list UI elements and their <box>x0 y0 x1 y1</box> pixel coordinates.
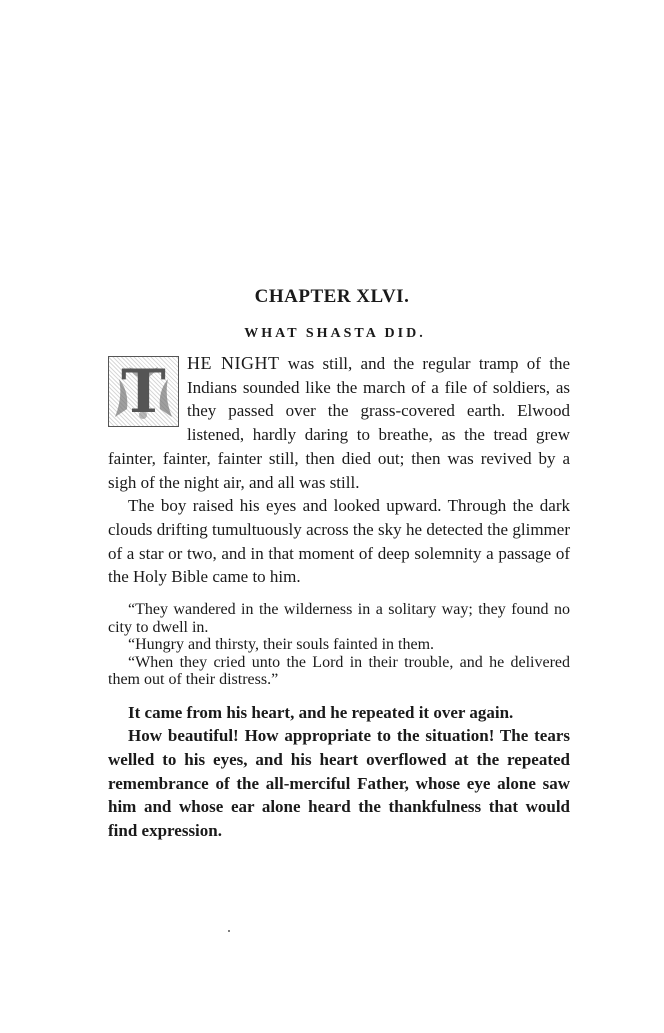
drop-cap-ornament <box>108 356 179 427</box>
quote-verse-2: “Hungry and thirsty, their souls fainted in them. <box>128 636 435 654</box>
paragraph: How beautiful! How appropriate to the situation! The tears welled to his eyes, and his heart overflowed at the repeated remembrance of the all-merciful Father, whose eye alone saw him and whose ear alone heard the thankfulness that would find expression. <box>108 726 570 841</box>
page-speck <box>228 930 230 932</box>
paragraph: It came from his heart, and he repeated it over again. <box>128 702 514 722</box>
drop-cap-letter: T <box>121 356 166 427</box>
paragraph: The boy raised his eyes and looked upward. Through the dark clouds drifting tumultuously across the sky he detected the glimmer of a star or two, and in that moment of deep solemnity a passage of the Holy Bible came to him. <box>108 496 570 587</box>
paragraph-opening <box>108 352 570 494</box>
chapter-body <box>108 352 570 843</box>
quote-verse-3: “When they cried unto the Lord in their trouble, and he delivered them out of their distress.” <box>108 653 570 689</box>
quote-verse-1: “They wandered in the wilderness in a solitary way; they found no city to dwell in. <box>108 601 570 636</box>
scripture-quote <box>108 601 570 689</box>
chapter-subtitle: WHAT SHASTA DID. <box>244 326 426 341</box>
opening-words: HE NIGHT <box>187 353 280 373</box>
opening-paragraph-text: was still, and the regular tramp of the Indians sounded like the march of a file of soldiers, as they passed over the grass-covered earth. Elwood listened, hardly daring to breathe, as the tread grew fainter, fainter, fainter still, then died out; then was revived by a sigh of the night air, and all was still. <box>108 354 570 492</box>
chapter-title: CHAPTER XLVI. <box>254 286 410 307</box>
closing-section <box>108 701 570 843</box>
